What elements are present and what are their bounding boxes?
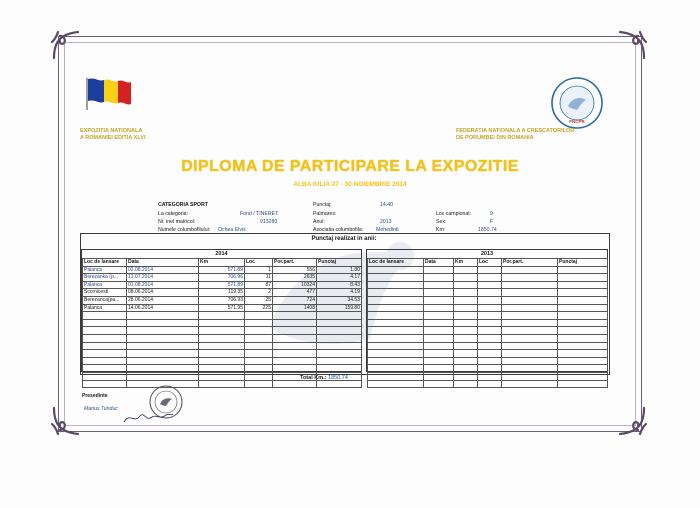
table-cell	[199, 350, 245, 358]
table-cell	[127, 312, 199, 320]
table-cell	[558, 365, 608, 373]
table-cell	[454, 380, 478, 388]
punctaj-label: Punctaj:	[313, 202, 332, 208]
asociatia-label: Asociatia columbofila:	[313, 227, 364, 233]
results-2013-table	[367, 258, 608, 388]
table-cell	[558, 312, 608, 320]
table-cell	[368, 372, 424, 380]
table-cell	[317, 319, 362, 327]
column-header: Loc de lansare	[368, 259, 424, 267]
table-cell	[502, 319, 558, 327]
svg-text:FNCPR: FNCPR	[569, 119, 585, 124]
table-row	[368, 319, 608, 327]
table-cell	[478, 380, 502, 388]
table-cell	[478, 327, 502, 335]
table-cell: 11	[245, 274, 273, 282]
table-row	[83, 342, 362, 350]
table-cell: 724	[273, 296, 317, 304]
table-cell	[127, 334, 199, 342]
table-cell	[199, 365, 245, 373]
table-cell: 4.17	[317, 274, 362, 282]
table-cell	[558, 372, 608, 380]
table-cell	[478, 289, 502, 297]
column-header: Km	[199, 259, 245, 267]
table-cell	[127, 319, 199, 327]
table-cell	[368, 327, 424, 335]
table-cell	[558, 350, 608, 358]
table-cell	[245, 357, 273, 365]
table-cell: 571.95	[199, 304, 245, 312]
table-cell	[273, 357, 317, 365]
palmares-label: Palmares:	[313, 211, 337, 217]
table-cell	[502, 365, 558, 373]
table-cell	[424, 357, 454, 365]
table-row	[368, 281, 608, 289]
table-row	[83, 281, 362, 289]
results-table-title: Punctaj realizat in anii:	[311, 236, 377, 242]
table-cell	[83, 319, 127, 327]
table-cell	[199, 342, 245, 350]
table-cell	[245, 342, 273, 350]
org-left-caption: EXPOZITIA NATIONALA A ROMANIEI EDITIA XLVI	[80, 128, 146, 141]
table-cell	[245, 334, 273, 342]
romanian-flag-icon	[84, 76, 132, 110]
table-cell	[83, 312, 127, 320]
table-row	[83, 274, 362, 282]
table-cell	[502, 342, 558, 350]
table-cell	[368, 304, 424, 312]
km-label: Km:	[436, 227, 446, 233]
table-cell	[424, 274, 454, 282]
table-cell	[273, 327, 317, 335]
table-row	[83, 289, 362, 297]
table-cell	[454, 319, 478, 327]
column-header: Data	[424, 259, 454, 267]
categoria-label: CATEGORIA SPORT	[158, 202, 208, 208]
table-cell	[368, 281, 424, 289]
km-value: 1850.74	[478, 227, 497, 233]
table-cell	[317, 312, 362, 320]
table-row	[368, 342, 608, 350]
signature-image	[122, 408, 174, 426]
table-cell: 706.96	[199, 274, 245, 282]
table-cell	[273, 342, 317, 350]
table-cell: 706.93	[199, 296, 245, 304]
table-cell	[478, 281, 502, 289]
table-cell	[199, 327, 245, 335]
results-2014-panel	[81, 249, 362, 372]
table-cell	[83, 342, 127, 350]
table-cell	[454, 289, 478, 297]
table-cell	[454, 365, 478, 373]
table-cell	[199, 334, 245, 342]
table-cell	[502, 357, 558, 365]
table-cell: 477	[273, 289, 317, 297]
table-row	[368, 274, 608, 282]
table-cell	[502, 372, 558, 380]
table-cell	[454, 274, 478, 282]
table-cell	[502, 304, 558, 312]
table-row	[83, 350, 362, 358]
total-km-label: Total Km.:	[300, 375, 327, 381]
table-cell	[127, 365, 199, 373]
table-cell	[368, 350, 424, 358]
federation-seal-logo	[550, 76, 604, 130]
columbofil-value: Ochea Elvis	[218, 227, 246, 233]
nr-matricol-value: 913280	[260, 219, 278, 225]
table-cell: 4.19	[317, 289, 362, 297]
table-cell	[478, 350, 502, 358]
table-cell	[199, 312, 245, 320]
table-row	[83, 319, 362, 327]
table-cell: 571.89	[199, 266, 245, 274]
table-row	[83, 266, 362, 274]
column-header: Punctaj	[317, 259, 362, 267]
anul-label: Anul:	[313, 219, 325, 225]
table-row	[368, 266, 608, 274]
table-cell	[558, 289, 608, 297]
table-cell: 159.80	[317, 304, 362, 312]
table-cell	[502, 380, 558, 388]
table-cell	[558, 327, 608, 335]
column-header: Loc de lansare	[83, 259, 127, 267]
table-cell	[273, 319, 317, 327]
table-row	[368, 334, 608, 342]
table-cell	[454, 281, 478, 289]
table-row	[83, 312, 362, 320]
org-right-caption: FEDERATIA NATIONALA A CRESCATORILOR DE PORUMBEI DIN ROMANIA	[456, 128, 575, 141]
loc-campionat-value: 9	[490, 211, 493, 217]
year-2014-header: 2014	[82, 250, 361, 259]
table-cell	[454, 357, 478, 365]
table-cell: 119.35	[199, 289, 245, 297]
table-row	[83, 365, 362, 373]
table-cell	[558, 334, 608, 342]
table-cell	[199, 372, 245, 380]
table-cell	[424, 350, 454, 358]
sex-value: F	[490, 219, 494, 225]
table-cell	[454, 334, 478, 342]
nr-matricol-label: Nr. inel matricol:	[158, 219, 196, 225]
table-row	[368, 304, 608, 312]
corner-ornament-icon	[614, 28, 648, 62]
columbofil-label: Numele columbofilului:	[158, 227, 211, 233]
table-cell	[245, 327, 273, 335]
table-cell	[478, 334, 502, 342]
table-cell	[127, 327, 199, 335]
table-cell	[478, 365, 502, 373]
table-cell	[424, 380, 454, 388]
table-cell	[424, 304, 454, 312]
table-row	[83, 327, 362, 335]
table-row	[83, 296, 362, 304]
table-cell	[454, 350, 478, 358]
table-cell	[245, 312, 273, 320]
table-cell	[317, 342, 362, 350]
table-cell: 14.06.2014	[127, 304, 199, 312]
corner-ornament-icon	[50, 404, 84, 438]
column-header: Por.part.	[273, 259, 317, 267]
table-cell	[454, 312, 478, 320]
table-cell: 1408	[273, 304, 317, 312]
results-2014-table	[82, 258, 362, 388]
table-cell: Berezanka (p...	[83, 274, 127, 282]
table-cell	[558, 274, 608, 282]
table-cell	[478, 357, 502, 365]
table-cell	[424, 334, 454, 342]
president-label: Presedinte	[82, 393, 108, 399]
table-cell	[424, 327, 454, 335]
table-cell	[368, 296, 424, 304]
table-cell	[424, 281, 454, 289]
table-cell: Berezanca(pa...	[83, 296, 127, 304]
table-cell	[273, 350, 317, 358]
table-cell	[199, 319, 245, 327]
table-row	[368, 357, 608, 365]
table-cell	[83, 357, 127, 365]
table-cell	[317, 357, 362, 365]
table-cell	[317, 350, 362, 358]
table-cell	[368, 312, 424, 320]
table-cell	[368, 319, 424, 327]
table-cell	[424, 342, 454, 350]
table-cell	[245, 350, 273, 358]
punctaj-value: 14.40	[380, 202, 393, 208]
table-cell	[558, 319, 608, 327]
table-cell	[83, 334, 127, 342]
table-cell: Palanca	[83, 304, 127, 312]
table-cell: 87	[245, 281, 273, 289]
table-row	[368, 372, 608, 380]
table-cell	[478, 342, 502, 350]
table-cell: Sccrnicesti	[83, 289, 127, 297]
table-cell	[273, 334, 317, 342]
sex-label: Sex:	[436, 219, 447, 225]
la-categoria-value: Fond / TINERET	[240, 211, 279, 217]
table-cell	[502, 289, 558, 297]
table-cell: 8.43	[317, 281, 362, 289]
asociatia-value: Mehedinti	[376, 227, 399, 233]
table-cell	[478, 304, 502, 312]
table-cell	[424, 319, 454, 327]
table-cell	[317, 365, 362, 373]
total-km-value: 1850.74	[328, 375, 348, 381]
table-cell	[558, 380, 608, 388]
column-header: Loc	[478, 259, 502, 267]
table-cell	[478, 319, 502, 327]
table-row	[83, 380, 362, 388]
table-cell	[558, 357, 608, 365]
table-cell	[245, 365, 273, 373]
table-cell	[368, 334, 424, 342]
table-cell	[502, 327, 558, 335]
table-cell	[83, 327, 127, 335]
table-cell: Palanca	[83, 281, 127, 289]
table-cell	[478, 372, 502, 380]
table-cell	[558, 304, 608, 312]
diploma-title: DIPLOMA DE PARTICIPARE LA EXPOZITIE	[181, 158, 519, 175]
table-cell	[424, 372, 454, 380]
table-cell: 1	[245, 266, 273, 274]
table-cell	[127, 357, 199, 365]
table-cell: 25	[245, 296, 273, 304]
table-cell: 2635	[273, 274, 317, 282]
table-cell	[454, 266, 478, 274]
table-cell	[83, 372, 127, 380]
table-cell: 01.08.2014	[127, 281, 199, 289]
table-cell	[478, 296, 502, 304]
table-cell: 571.89	[199, 281, 245, 289]
table-cell: 13.07.2014	[127, 274, 199, 282]
table-row	[83, 304, 362, 312]
table-cell: 34.53	[317, 296, 362, 304]
table-cell	[245, 380, 273, 388]
table-cell	[368, 274, 424, 282]
table-row	[83, 334, 362, 342]
table-cell	[424, 296, 454, 304]
table-cell	[199, 357, 245, 365]
table-row	[368, 327, 608, 335]
total-km	[300, 375, 348, 381]
table-cell	[502, 334, 558, 342]
table-cell	[424, 312, 454, 320]
table-cell: Palanca	[83, 266, 127, 274]
table-cell	[424, 289, 454, 297]
la-categoria-label: La categoria:	[158, 211, 188, 217]
table-cell	[368, 342, 424, 350]
table-cell: 1.80	[317, 266, 362, 274]
results-2013-panel	[366, 249, 608, 372]
table-cell	[127, 372, 199, 380]
table-cell	[424, 365, 454, 373]
corner-ornament-icon	[614, 404, 648, 438]
loc-campionat-label: Loc campionat:	[436, 211, 472, 217]
table-cell: 08.06.2014	[127, 289, 199, 297]
table-cell	[317, 327, 362, 335]
table-cell: 10324	[273, 281, 317, 289]
column-header: Km	[454, 259, 478, 267]
table-row	[368, 380, 608, 388]
table-cell	[245, 372, 273, 380]
table-cell	[558, 342, 608, 350]
table-cell	[558, 281, 608, 289]
table-row	[368, 296, 608, 304]
table-cell	[368, 380, 424, 388]
table-cell	[502, 350, 558, 358]
table-cell	[454, 342, 478, 350]
table-cell	[502, 312, 558, 320]
table-cell	[199, 380, 245, 388]
diploma-subtitle: ALBA IULIA 27 - 30 NOIEMBRIE 2014	[293, 181, 407, 188]
table-cell	[317, 334, 362, 342]
table-row	[368, 312, 608, 320]
column-header: Por.part.	[502, 259, 558, 267]
table-row	[83, 357, 362, 365]
table-cell	[454, 327, 478, 335]
table-cell	[273, 365, 317, 373]
table-cell	[83, 380, 127, 388]
table-cell	[127, 350, 199, 358]
table-row	[368, 350, 608, 358]
table-cell	[368, 266, 424, 274]
table-cell	[127, 342, 199, 350]
table-cell	[424, 266, 454, 274]
year-2013-header: 2013	[367, 250, 607, 259]
table-cell	[478, 266, 502, 274]
table-cell	[558, 296, 608, 304]
table-cell	[478, 312, 502, 320]
column-header: Data	[127, 259, 199, 267]
table-cell	[83, 350, 127, 358]
table-cell	[454, 304, 478, 312]
table-cell	[502, 281, 558, 289]
table-cell	[502, 296, 558, 304]
table-cell	[368, 365, 424, 373]
table-cell	[454, 372, 478, 380]
table-cell	[368, 289, 424, 297]
table-cell	[317, 380, 362, 388]
table-cell	[502, 274, 558, 282]
table-cell: 225	[245, 304, 273, 312]
corner-ornament-icon	[50, 28, 84, 62]
table-cell	[478, 274, 502, 282]
table-row	[368, 289, 608, 297]
table-cell	[273, 312, 317, 320]
table-cell	[368, 357, 424, 365]
table-cell	[502, 266, 558, 274]
column-header: Punctaj	[558, 259, 608, 267]
table-cell	[273, 380, 317, 388]
table-cell: 556	[273, 266, 317, 274]
table-cell: 28.06.2014	[127, 296, 199, 304]
column-header: Loc	[245, 259, 273, 267]
anul-value: 2013	[380, 219, 392, 225]
table-row	[368, 365, 608, 373]
table-cell	[245, 319, 273, 327]
table-cell	[454, 296, 478, 304]
table-cell	[83, 365, 127, 373]
table-cell	[558, 266, 608, 274]
table-cell: 02.08.2014	[127, 266, 199, 274]
table-cell: 2	[245, 289, 273, 297]
president-name: Marius Tunduc	[84, 406, 118, 412]
